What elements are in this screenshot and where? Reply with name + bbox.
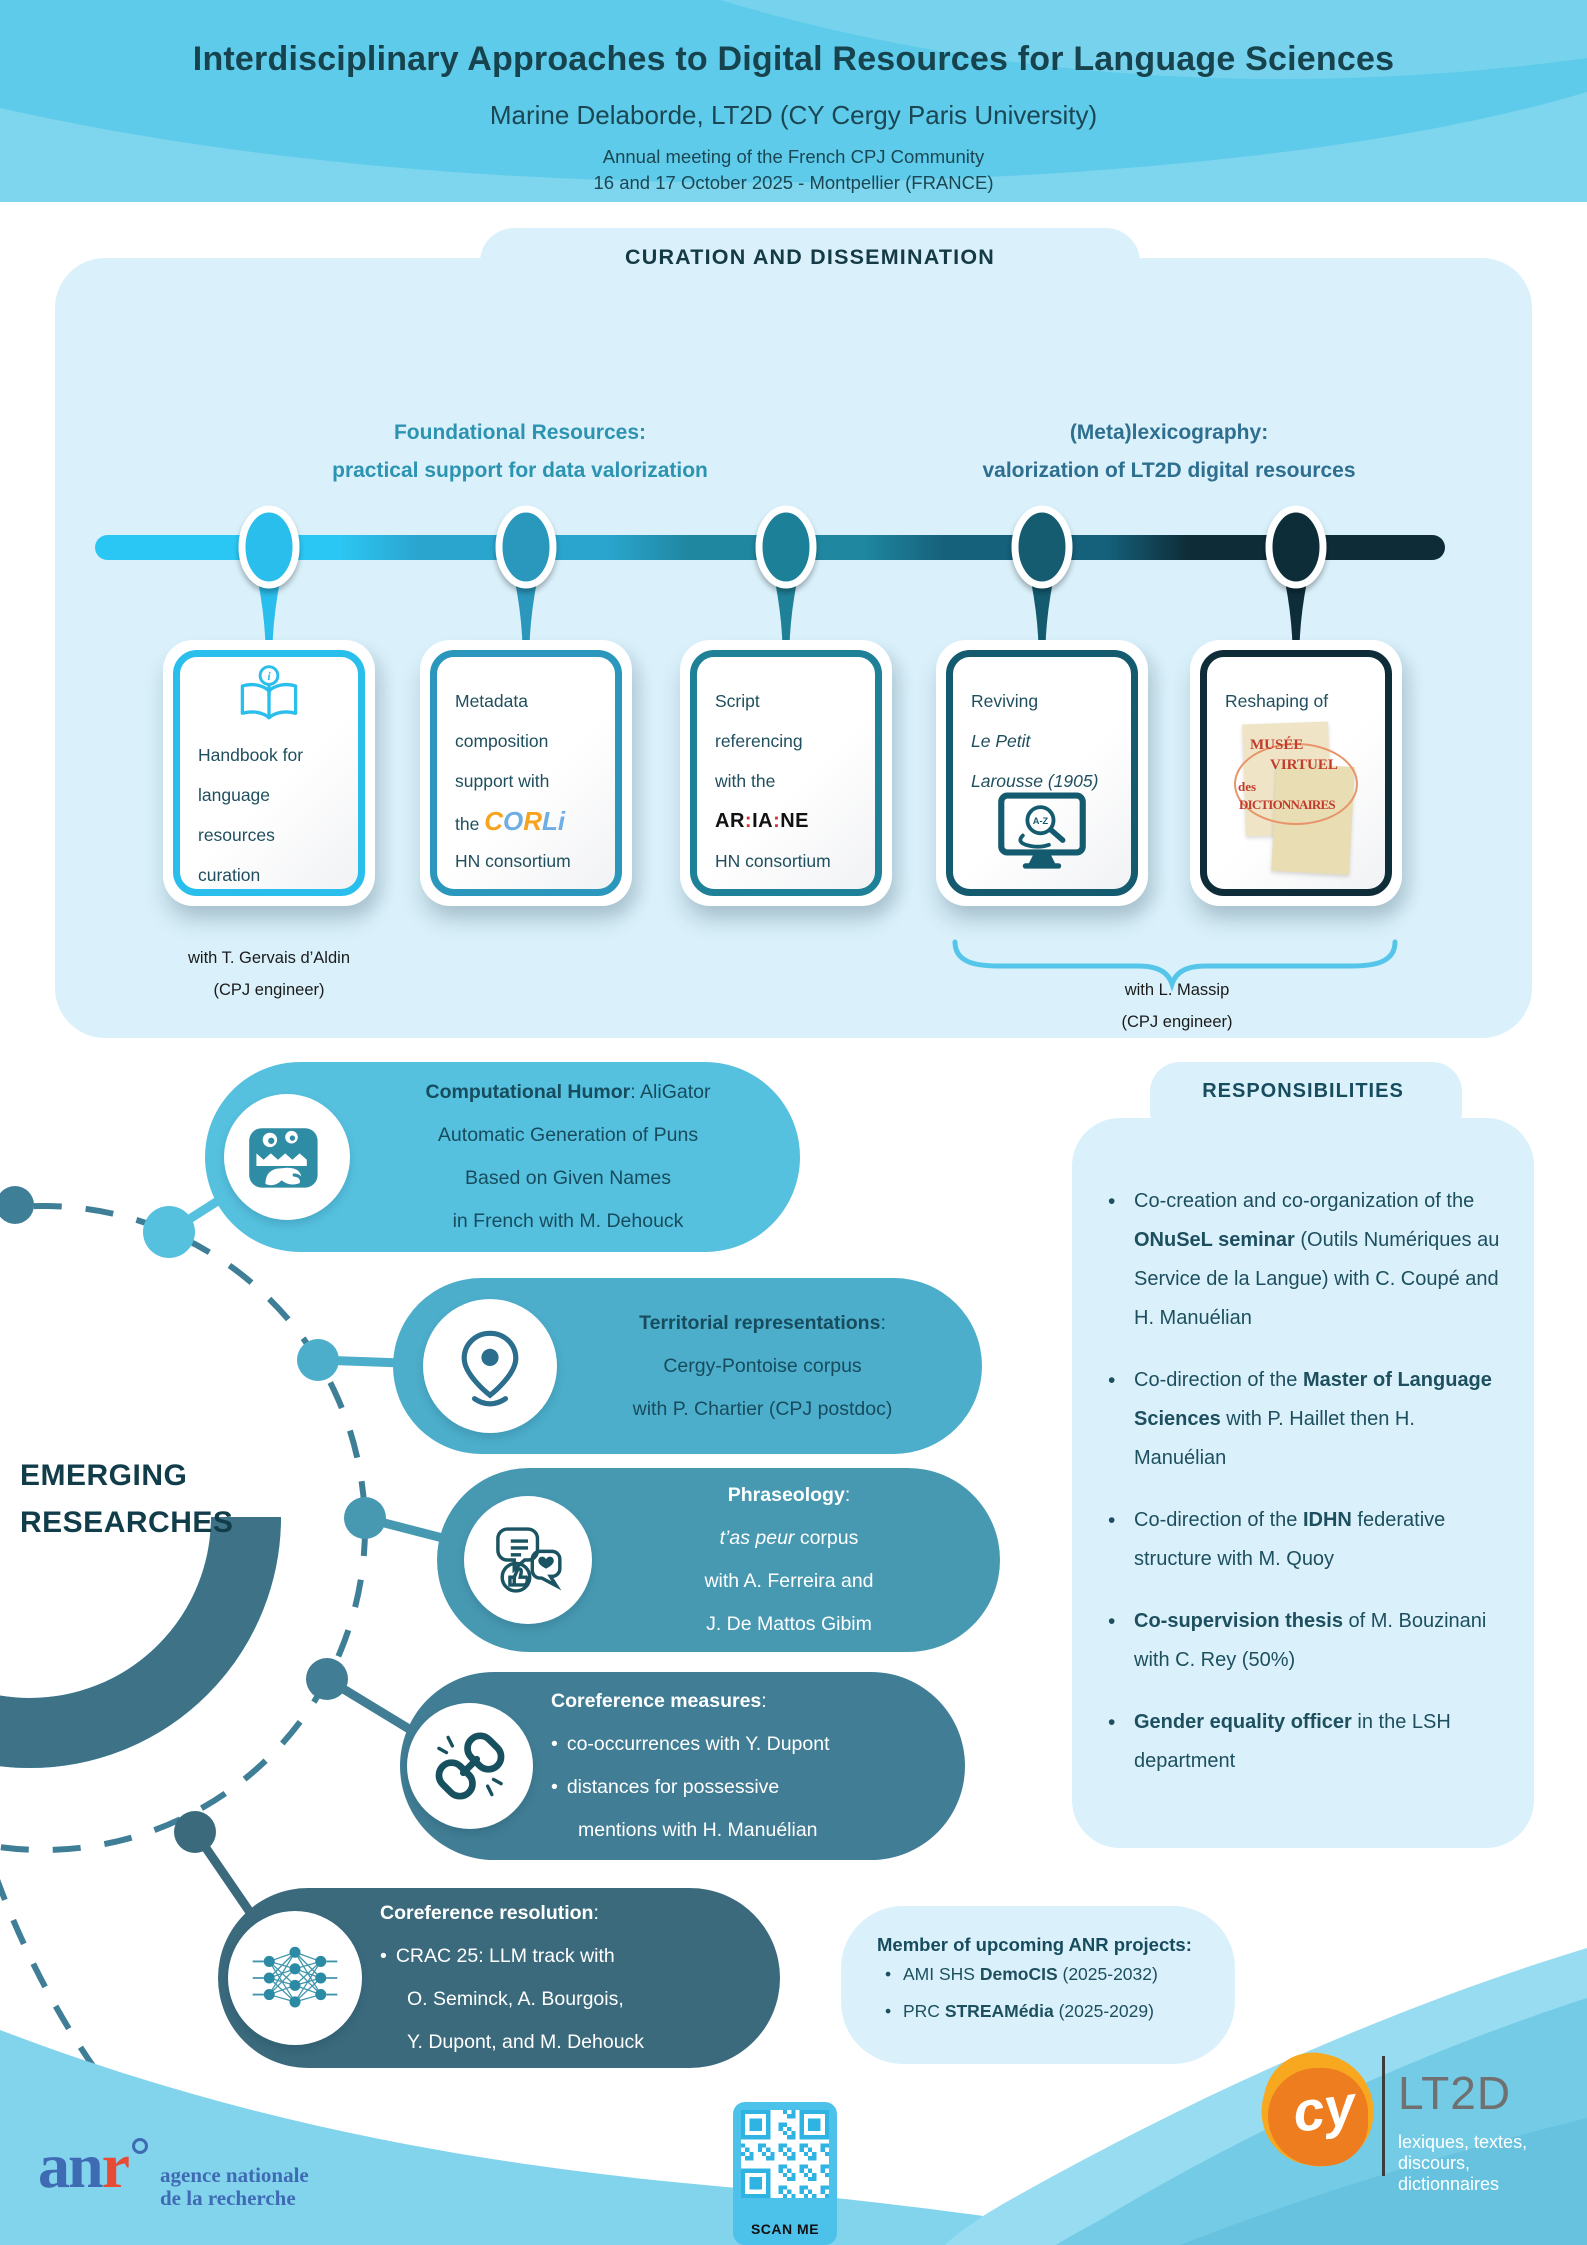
responsibility-item: • Gender equality officer in the LSH department [1108,1703,1510,1781]
timeline-card [936,640,1148,906]
research-bubble-line: t’as peur corpus [719,1527,859,1549]
foundational-resources-heading-line1: Foundational Resources: [393,421,647,444]
card-text-line: Metadata [455,691,528,711]
card-text-line: language [198,785,271,805]
research-bubble-line: Y. Dupont, and M. Dehouck [407,2031,645,2053]
note-line: (CPJ engineer) [1121,1013,1233,1031]
lt2d-divider [1382,2056,1385,2176]
cy-logo-letters: cy [1288,2072,1360,2145]
research-bubble-title: Phraseology: [727,1484,851,1506]
card-text-line: Reshaping of [1225,691,1329,711]
lt2d-name: LT2D [1398,2067,1512,2119]
research-bubble-line: Automatic Generation of Puns [437,1124,699,1146]
note-massip [1012,974,1342,1038]
research-bubble [437,1468,1000,1652]
card-text [953,657,1131,801]
curation-section-title: CURATION AND DISSEMINATION [624,245,995,269]
anr-subtitle-line2: de la recherche [160,2186,296,2210]
svg-text:i: i [267,669,271,683]
card-text-line: resources [198,825,275,845]
note-line: with L. Massip [1124,981,1230,999]
corli-logo: CORLi [484,806,566,836]
card-text-line: Script [715,691,760,711]
card-text-line: curation [198,865,261,885]
cy-lt2d-logo [1262,2052,1562,2194]
timeline-card [1190,640,1402,906]
anr-projects-list [841,1956,1235,2030]
research-bubble [218,1888,780,2068]
musee-text-line: DICTIONNAIRES [1239,797,1335,812]
card-text-line: HN consortium [715,851,831,871]
musee-text-line: VIRTUEL [1270,757,1338,773]
emerging-heading-line1: EMERGING [20,1459,188,1492]
card-text-line: support with [455,771,550,791]
research-bubble-title: Coreference resolution: [380,1902,599,1924]
foundational-resources-heading-line2: practical support for data valorization [332,459,708,482]
card-text-line: Handbook for [198,745,304,765]
qr-code [741,2110,829,2198]
card-text [697,657,875,881]
research-bubble-line: in French with M. Dehouck [452,1210,684,1232]
poster-title: Interdisciplinary Approaches to Digital Resources for Language Sciences [192,40,1395,78]
research-bubble-line: • CRAC 25: LLM track with [380,1945,615,1967]
svg-text:A-Z: A-Z [1032,816,1049,827]
research-bubble-line: mentions with H. Manuélian [578,1819,818,1841]
card-text-line: with the [715,771,776,791]
research-bubble-text [400,1672,965,1860]
research-bubble-text [218,1888,780,2068]
ariane-logo: AR:IA:NE [715,810,810,832]
dictionary-search-screen-icon [953,791,1131,879]
card-text-line: referencing [715,731,803,751]
metalexicography-heading [889,414,1449,490]
anr-wordmark-red: r [101,2130,129,2201]
qr-code-pattern [741,2110,829,2198]
research-bubble-line: with A. Ferreira and [704,1570,874,1592]
responsibilities-list [1072,1118,1534,1781]
qr-scan-me-label: SCAN ME [750,2221,820,2237]
event-name: Annual meeting of the French CPJ Community [602,146,985,167]
research-bubble-text [205,1062,800,1252]
note-line: with T. Gervais d’Aldin [187,949,350,967]
research-bubble [393,1278,982,1454]
card-text-line [715,801,875,841]
card-text-line: HN consortium [455,851,571,871]
lt2d-subtitle-line1: lexiques, textes, [1398,2132,1528,2152]
research-bubble-line: • co-occurrences with Y. Dupont [551,1733,830,1755]
timeline-card [163,640,375,906]
event-date-location: 16 and 17 October 2025 - Montpellier (FRANCE) [593,172,994,193]
card-text-line: Reviving [971,691,1039,711]
research-bubble-line: O. Seminck, A. Bourgois, [407,1988,624,2010]
responsibility-item: • Co-direction of the Master of Language Sciences with P. Haillet then H. Manuélian [1108,1361,1510,1478]
card-text [180,733,358,895]
card-text [437,657,615,881]
metalexicography-heading-line2: valorization of LT2D digital resources [982,459,1356,482]
responsibilities-title: RESPONSIBILITIES [1202,1080,1404,1102]
research-bubble-text [437,1468,1000,1652]
research-bubble-text [393,1278,982,1454]
metalexicography-heading-line1: (Meta)lexicography: [1069,421,1269,444]
card-text-line: composition [455,731,549,751]
anr-projects-box [841,1906,1235,2064]
note-line: (CPJ engineer) [213,981,325,999]
research-bubble [400,1672,965,1860]
responsibility-item: • Co-supervision thesis of M. Bouzinani with C. Rey (50%) [1108,1602,1510,1680]
anr-logo [38,2130,398,2222]
research-bubble-line: Cergy-Pontoise corpus [663,1354,862,1377]
card-text [1207,657,1385,721]
research-bubble-line: J. De Mattos Gibim [706,1613,872,1635]
musee-virtuel-dictionnaires-image [1234,723,1358,877]
musee-text-line: MUSÉE [1250,737,1304,753]
responsibility-item: • Co-direction of the IDHN federative structure with M. Quoy [1108,1501,1510,1579]
card-text-line: Le Petit [971,731,1031,751]
anr-project-item: • PRC STREAMédia (2025-2029) [841,1993,1235,2030]
lt2d-subtitle [1398,2132,1562,2195]
research-bubble-title: Computational Humor: AliGator [425,1081,711,1103]
research-bubble-line: Based on Given Names [465,1167,671,1189]
musee-text-line: des [1238,779,1257,794]
anr-subtitle [160,2164,309,2210]
research-bubble-line: • distances for possessive [551,1776,780,1798]
timeline-card [420,640,632,906]
handbook-info-book-icon [180,663,358,733]
emerging-researches-heading [20,1452,233,1546]
poster-author: Marine Delaborde, LT2D (CY Cergy Paris University) [489,100,1098,130]
anr-subtitle-line1: agence nationale [160,2163,309,2187]
responsibility-item: • Co-creation and co-organization of the ONuSeL seminar (Outils Numériques au Service de la Langue) with C. Coupé and H. Manuélian [1108,1182,1510,1338]
card-text-line: Larousse (1905) [971,771,1099,791]
research-bubble-title: Coreference measures: [551,1690,767,1712]
card-text-line: the CORLi [455,806,566,836]
qr-code-frame [733,2102,837,2245]
anr-project-item: • AMI SHS DemoCIS (2025-2032) [841,1956,1235,1993]
research-bubble-title: Territorial representations: [639,1311,886,1334]
anr-projects-title: Member of upcoming ANR projects: [877,1934,1192,1955]
emerging-heading-line2: RESEARCHES [20,1506,234,1539]
lt2d-subtitle-line2: discours, dictionnaires [1398,2153,1500,2194]
research-bubble [205,1062,800,1252]
anr-wordmark-blue: an [38,2130,102,2201]
foundational-resources-heading [240,414,800,490]
note-gervais-daldin [104,942,434,1006]
responsibilities-panel [1072,1118,1534,1848]
anr-degree-icon [132,2138,148,2154]
research-bubble-line: with P. Chartier (CPJ postdoc) [632,1397,893,1420]
timeline-card [680,640,892,906]
